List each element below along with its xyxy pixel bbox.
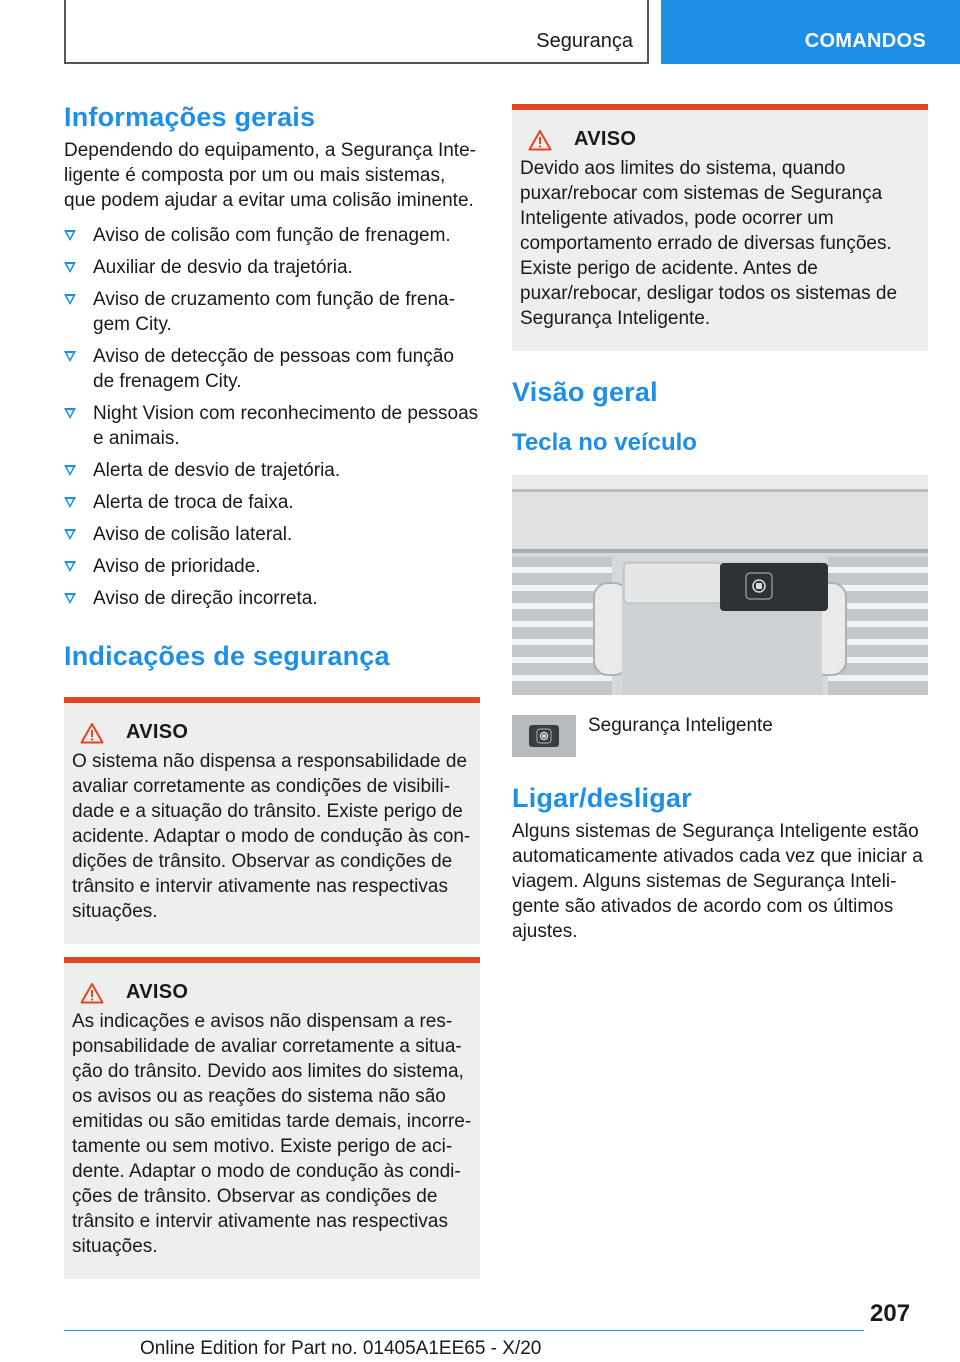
- bullet-triangle-icon: [64, 497, 76, 508]
- footer-edition: Online Edition for Part no. 01405A1EE65 - X/20: [140, 1338, 542, 1359]
- warning-box-2: [64, 957, 480, 1279]
- list-item: Aviso de colisão lateral.: [64, 522, 480, 547]
- dashboard-vents-illustration: [512, 475, 928, 695]
- bullet-triangle-icon: [64, 262, 76, 273]
- systems-list: [64, 223, 480, 611]
- onoff-heading: Ligar/desligar: [512, 783, 692, 813]
- onoff-paragraph: Alguns sistemas de Segurança Inteligente estão automaticamente ativados cada vez que iniciar a viagem. Alguns sistemas de Segurança Inteligente são ativados de acordo com os últimos ajustes.: [512, 821, 923, 942]
- bullet-triangle-icon: [64, 294, 76, 305]
- bullet-triangle-icon: [64, 351, 76, 362]
- intro-paragraph: Dependendo do equipamento, a Segurança Inteligente é composta por um ou mais sistemas, que podem ajudar a evitar uma colisão iminente.: [64, 140, 476, 211]
- intelligent-safety-icon: [529, 725, 559, 747]
- warning-text: Devido aos limites do sistema, quando puxar/rebocar com sistemas de Segurança Inteligente ativados, pode ocorrer um comportamento errado de diversas funções. Existe perigo de acidente. Antes de puxar/rebocar, desligar todos os sistemas de Segurança Inteligente.: [520, 158, 898, 329]
- warning-triangle-icon: [528, 129, 552, 151]
- header-chapter-tab[interactable]: [661, 0, 960, 64]
- list-item: Aviso de detecção de pessoas com função de frenagem City.: [64, 344, 480, 394]
- header-section-box: [64, 0, 649, 64]
- list-item: Aviso de direção incorreta.: [64, 586, 480, 611]
- list-item: Alerta de desvio de trajetória.: [64, 458, 480, 483]
- right-column: [512, 104, 928, 944]
- overview-heading: Visão geral: [512, 377, 658, 407]
- warning-box-1: [64, 697, 480, 944]
- legend-label: Segurança Inteligente: [588, 715, 773, 736]
- bullet-triangle-icon: [64, 529, 76, 540]
- bullet-triangle-icon: [64, 408, 76, 419]
- warning-triangle-icon: [80, 982, 104, 1004]
- warning-box-3: [512, 104, 928, 351]
- legend-row: [512, 715, 928, 757]
- warning-text: As indicações e avisos não dispensam a responsabilidade de avaliar corretamente a situação do trânsito. Devido aos limites do sistema, os avisos ou as reações do sistema não são emitidas ou são emitidas tarde demais, incorretamente ou sem motivo. Existe perigo de acidente. Adaptar o modo de condução às condições de trânsito. Observar as condições de trânsito e intervir ativamente nas respectivas situações.: [72, 1011, 472, 1257]
- warning-title: AVISO: [126, 721, 189, 743]
- list-item: Aviso de prioridade.: [64, 554, 480, 579]
- list-item: Aviso de colisão com função de frenagem.: [64, 223, 480, 248]
- warning-triangle-icon: [80, 722, 104, 744]
- bullet-triangle-icon: [64, 465, 76, 476]
- footer-divider: [64, 1330, 864, 1331]
- list-item: Night Vision com reconhecimento de pessoas e animais.: [64, 401, 480, 451]
- bullet-triangle-icon: [64, 561, 76, 572]
- header-chapter-title: COMANDOS: [804, 30, 926, 52]
- intro-heading: Informações gerais: [64, 102, 316, 132]
- legend-thumbnail: [512, 715, 576, 757]
- header-section-title: Segurança: [536, 30, 633, 52]
- warning-text: O sistema não dispensa a responsabilidade de avaliar corretamente as condições de visibilidade e a situação do trânsito. Existe perigo de acidente. Adaptar o modo de condução às condições de trânsito. Observar as condições de trânsito e intervir ativamente nas respectivas situações.: [72, 751, 471, 922]
- warning-title: AVISO: [126, 981, 189, 1003]
- bullet-triangle-icon: [64, 230, 76, 241]
- list-item: Aviso de cruzamento com função de frenagem City.: [64, 287, 480, 337]
- page-number: 207: [870, 1300, 911, 1327]
- vehicle-button-photo: [512, 475, 928, 695]
- list-item: Auxiliar de desvio da trajetória.: [64, 255, 480, 280]
- button-subheading: Tecla no veículo: [512, 429, 697, 456]
- left-column: [64, 100, 480, 1279]
- warning-title: AVISO: [574, 128, 637, 150]
- safety-heading: Indicações de segurança: [64, 641, 390, 671]
- list-item: Alerta de troca de faixa.: [64, 490, 480, 515]
- bullet-triangle-icon: [64, 593, 76, 604]
